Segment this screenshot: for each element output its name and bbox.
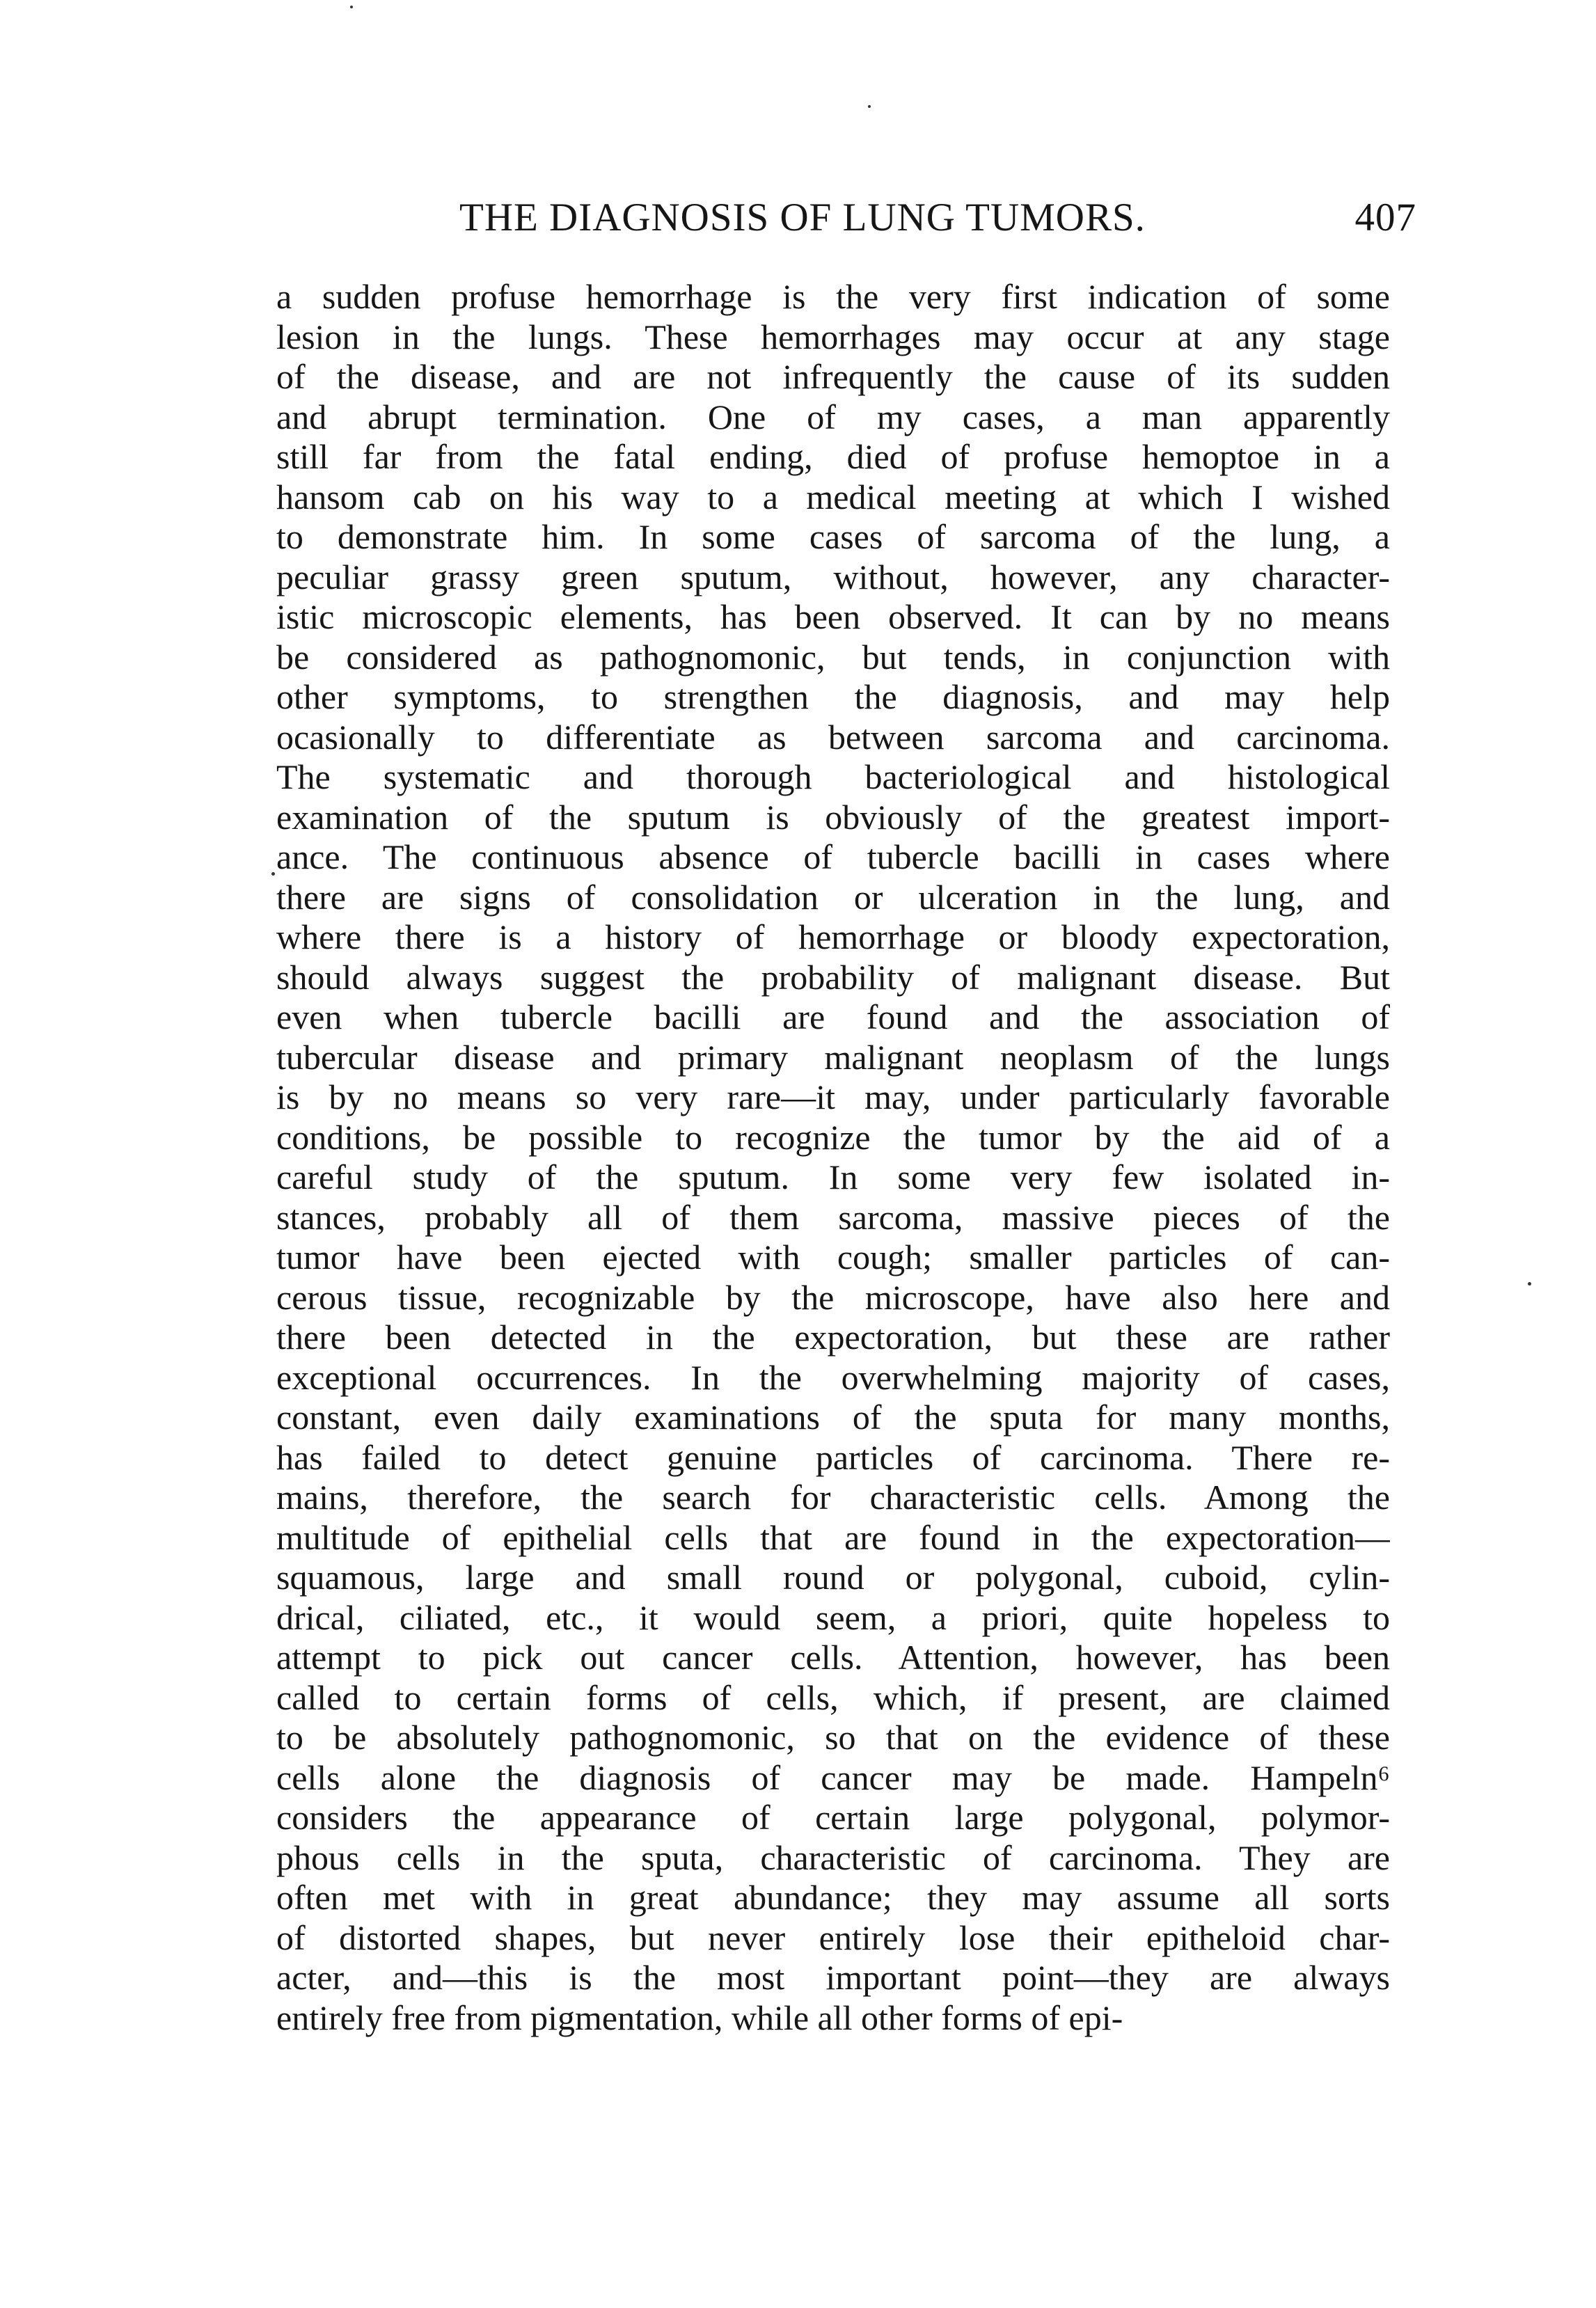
text-line: examination of the sputum is obviously of the greatest import-	[276, 797, 1390, 837]
text-line: there been detected in the expectoration, but these are rather	[276, 1318, 1390, 1357]
text-line: where there is a history of hemorrhage or bloody expectoration,	[276, 917, 1390, 956]
text-line: of the disease, and are not infrequently the cause of its sudden	[276, 357, 1390, 396]
text-line: cerous tissue, recognizable by the microscope, have also here and	[276, 1277, 1390, 1317]
text-line: even when tubercle bacilli are found and the association of	[276, 997, 1390, 1036]
text-line: multitude of epithelial cells that are found in the expectoration—	[276, 1517, 1390, 1557]
scan-speck	[271, 872, 275, 876]
text-line: ocasionally to differentiate as between sarcoma and carcinoma.	[276, 717, 1390, 757]
text-line: drical, ciliated, etc., it would seem, a priori, quite hopeless to	[276, 1597, 1390, 1637]
text-line: there are signs of consolidation or ulceration in the lung, and	[276, 877, 1390, 917]
scan-speck	[868, 105, 871, 108]
text-line: mains, therefore, the search for characteristic cells. Among the	[276, 1478, 1390, 1517]
text-line: conditions, be possible to recognize the tumor by the aid of a	[276, 1117, 1390, 1157]
text-line: acter, and—this is the most important point—they are always	[276, 1958, 1390, 1997]
text-line: often met with in great abundance; they may assume all sorts	[276, 1878, 1390, 1917]
text-line: should always suggest the probability of malignant disease. But	[276, 957, 1390, 997]
text-line: and abrupt termination. One of my cases, a man apparently	[276, 397, 1390, 436]
text-line: stances, probably all of them sarcoma, massive pieces of the	[276, 1197, 1390, 1237]
text-line: tubercular disease and primary malignant neoplasm of the lungs	[276, 1037, 1390, 1077]
text-line: exceptional occurrences. In the overwhelming majority of cases,	[276, 1357, 1390, 1397]
text-line: hansom cab on his way to a medical meeting at which I wished	[276, 477, 1390, 516]
text-line: of distorted shapes, but never entirely lose their epitheloid char-	[276, 1918, 1390, 1957]
text-line: ance. The continuous absence of tubercle bacilli in cases where	[276, 837, 1390, 876]
text-line: called to certain forms of cells, which, if present, are claimed	[276, 1677, 1390, 1717]
text-line: to demonstrate him. In some cases of sarcoma of the lung, a	[276, 517, 1390, 556]
text-line: peculiar grassy green sputum, without, however, any character-	[276, 557, 1390, 596]
running-head: THE DIAGNOSIS OF LUNG TUMORS.	[459, 196, 1146, 239]
text-line: entirely free from pigmentation, while all other forms of epi-	[276, 1998, 1123, 2037]
text-line: The systematic and thorough bacteriological and histological	[276, 757, 1390, 796]
text-line: phous cells in the sputa, characteristic of carcinoma. They are	[276, 1837, 1390, 1877]
text-line: a sudden profuse hemorrhage is the very first indication of some	[276, 277, 1390, 316]
scan-speck	[1528, 1282, 1531, 1286]
text-line: to be absolutely pathognomonic, so that on the evidence of these	[276, 1718, 1390, 1757]
text-line: cells alone the diagnosis of cancer may be made. Hampeln⁶	[276, 1757, 1390, 1797]
text-line: tumor have been ejected with cough; smaller particles of can-	[276, 1238, 1390, 1276]
text-line: other symptoms, to strengthen the diagnosis, and may help	[276, 677, 1390, 716]
text-line: is by no means so very rare—it may, under particularly favorable	[276, 1077, 1390, 1116]
text-line: lesion in the lungs. These hemorrhages may occur at any stage	[276, 317, 1390, 356]
text-line: has failed to detect genuine particles of carcinoma. There re-	[276, 1437, 1390, 1477]
text-line: attempt to pick out cancer cells. Attention, however, has been	[276, 1638, 1390, 1677]
text-line: considers the appearance of certain large polygonal, polymor-	[276, 1798, 1390, 1837]
scan-speck	[350, 6, 353, 8]
text-line: be considered as pathognomonic, but tends, in conjunction with	[276, 637, 1390, 677]
text-line: constant, even daily examinations of the sputa for many months,	[276, 1398, 1390, 1437]
text-line: istic microscopic elements, has been observed. It can by no means	[276, 597, 1390, 636]
page-number: 407	[1354, 196, 1416, 239]
text-line: still far from the fatal ending, died of profuse hemoptoe in a	[276, 437, 1390, 476]
text-line: squamous, large and small round or polygonal, cuboid, cylin-	[276, 1558, 1390, 1597]
page-header	[400, 187, 1416, 249]
text-line: careful study of the sputum. In some very few isolated in-	[276, 1157, 1390, 1196]
body-text	[276, 277, 1390, 2038]
